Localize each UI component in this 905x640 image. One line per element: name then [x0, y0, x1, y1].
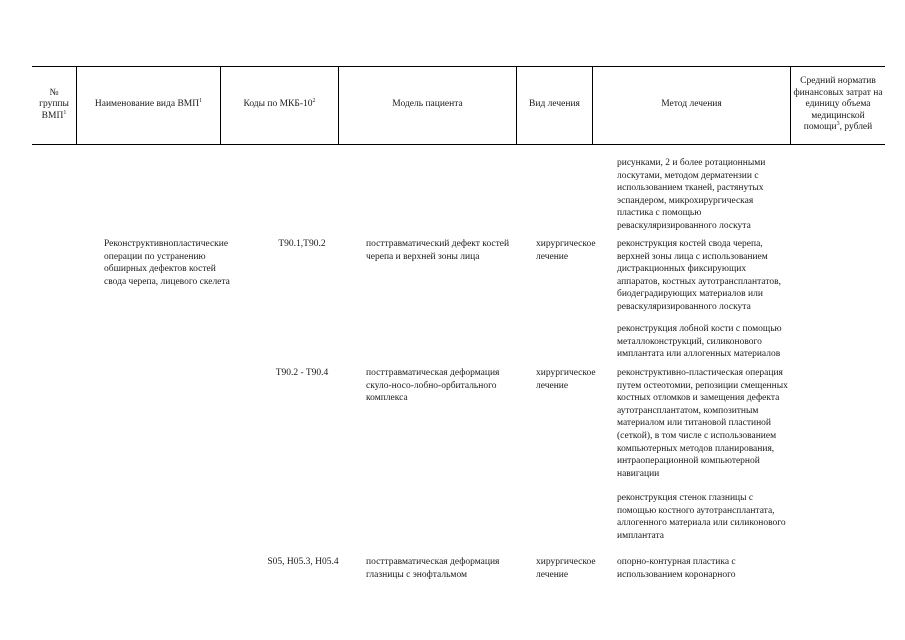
- row2-method-2: реконструкция стенок глазницы с помощью костного аутотрансплантата, аллогенного материала или силиконового имплантата: [617, 493, 786, 541]
- header-vmp-name-label: Наименование вида ВМП: [94, 99, 200, 110]
- header-treatment-type-label: Вид лечения: [529, 99, 580, 110]
- row1-method-2: реконструкция лобной кости с помощью металлоконструкций, силиконового имплантата или аллогенных материалов: [617, 324, 782, 360]
- header-group-number-line3: ВМП: [41, 110, 64, 121]
- vmp-name-text: Реконструктивнопластические операции по устранению обширных дефектов костей свода черепа, лицевого скелета: [104, 239, 230, 287]
- header-average-cost: [791, 66, 885, 144]
- header-group-number: [32, 66, 76, 144]
- header-bottom-border: [32, 144, 885, 145]
- row1-codes: T90.1,T90.2: [278, 239, 326, 249]
- row3-method-1: опорно-контурная пластика с использованием коронарного: [617, 557, 736, 580]
- row3-codes: S05, H05.3, H05.4: [267, 557, 339, 567]
- header-vmp-name: [77, 66, 220, 144]
- row3-treatment-type: хирургическое лечение: [536, 557, 596, 580]
- header-treatment-type: [517, 66, 592, 144]
- header-average-cost-label: Средний норматив финансовых затрат на единицу объема медицинской помощи: [793, 76, 883, 133]
- method-continuation: рисунками, 2 и более ротационными лоскутами, методом дерматензии с использованием тканей, растянутых эспандером, микрохирургическая пластика с помощью реваскуляризированного лоскута: [617, 158, 766, 231]
- header-treatment-method: [593, 66, 790, 144]
- header-group-number-footnote: 1: [63, 109, 67, 116]
- row1-method-1: реконструкция костей свода черепа, верхней зоны лица с использованием дистракционных фиксирующих аппаратов, костных аутотрансплантатов, биодеградирующих материалов или реваскуляризированного лоскута: [617, 239, 781, 312]
- header-group-number-line1: №: [49, 87, 59, 98]
- header-average-cost-unit: , рублей: [839, 122, 873, 133]
- header-treatment-method-label: Метод лечения: [661, 99, 722, 110]
- row2-treatment-type: хирургическое лечение: [536, 368, 596, 391]
- header-group-number-line2: группы: [39, 99, 69, 110]
- header-icd-codes-label: Коды по МКБ-10: [243, 99, 313, 110]
- header-average-cost-footnote: 3: [836, 121, 840, 128]
- row2-codes: T90.2 - T90.4: [275, 368, 329, 378]
- row1-treatment-type: хирургическое лечение: [536, 239, 596, 262]
- header-patient-model: [339, 66, 516, 144]
- header-icd-codes: [221, 66, 338, 144]
- row2-patient-model: посттравматическая деформация скуло-носо-лобно-орбитального комплекса: [366, 368, 500, 404]
- header-patient-model-label: Модель пациента: [392, 99, 463, 110]
- row2-method-1: реконструктивно-пластическая операция путем остеотомии, репозиции смещенных костных отломков и замещения дефекта аутотрансплантатом, композитным материалом или титановой пластиной (сеткой), в том числе с использованием компьютерных методов планирования, интраоперационной компьютерной навигации: [617, 368, 788, 479]
- row3-patient-model: посттравматическая деформация глазницы с энофтальмом: [366, 557, 500, 580]
- header-vmp-name-footnote: 1: [199, 98, 203, 105]
- row1-patient-model: посттравматический дефект костей черепа и верхней зоны лица: [366, 239, 510, 262]
- header-icd-codes-footnote: 2: [312, 98, 316, 105]
